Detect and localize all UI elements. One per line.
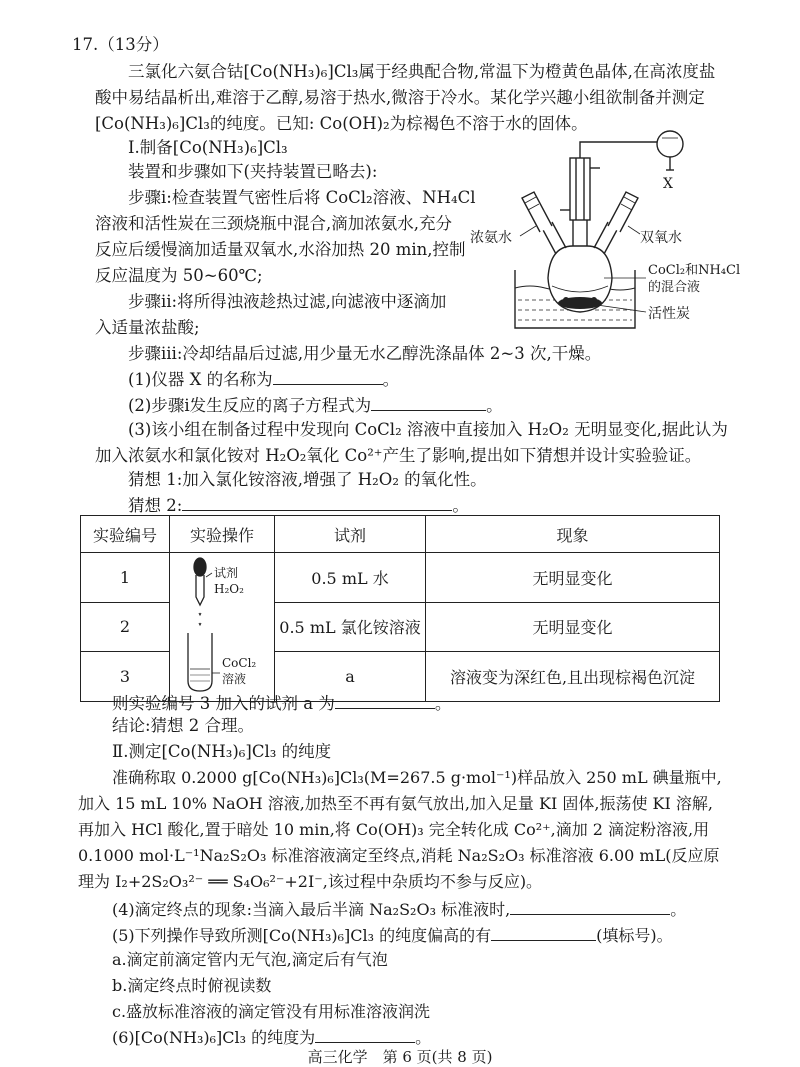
guess-2: 猜想 2: 。 (128, 492, 768, 518)
q1: (1)仪器 X 的名称为 。 (128, 366, 768, 392)
q2-text: (2)步骤ⅰ发生反应的离子方程式为 (128, 396, 372, 415)
q1-answer-blank[interactable] (273, 366, 383, 385)
step1-line-3: 反应后缓慢滴加适量双氧水,水浴加热 20 min,控制 (95, 240, 466, 259)
q4: (4)滴定终点的现象:当滴入最后半滴 Na₂S₂O₃ 标准液时, 。 (112, 896, 752, 922)
q5-answer-blank[interactable] (491, 922, 596, 941)
op-label-reagent: 试剂 (214, 566, 239, 580)
label-ammonia: 浓氨水 (470, 230, 512, 246)
label-x: X (663, 176, 673, 192)
intro-line-2: 酸中易结晶析出,难溶于乙醇,易溶于热水,微溶于冷水。某化学兴趣小组欲制备并测定 (95, 88, 705, 107)
q3a: 则实验编号 3 加入的试剂 a 为 。 (112, 690, 752, 716)
q6: (6)[Co(NH₃)₆]Cl₃ 的纯度为 。 (112, 1024, 752, 1050)
operation-diagram-cell (170, 553, 275, 702)
part2-line-2: 加入 15 mL 10% NaOH 溶液,加热至不再有氨气放出,加入足量 KI 固体,振荡使 KI 溶解, (78, 794, 713, 813)
label-peroxide: 双氧水 (640, 230, 682, 246)
table-row (81, 553, 720, 603)
question-header: 17.（13分） (72, 35, 169, 54)
row-id: 3 (81, 652, 170, 702)
header-operation: 实验操作 (170, 516, 275, 553)
conclusion: 结论:猜想 2 合理。 (112, 716, 255, 735)
steps-intro: 装置和步骤如下(夹持装置已略去): (128, 162, 378, 181)
part2-line-5: 理为 I₂+2S₂O₃²⁻ ══ S₄O₆²⁻+2I⁻,该过程中杂质均不参与反应)。 (78, 872, 543, 891)
step3: 步骤ⅲ:冷却结晶后过滤,用少量无水乙醇洗涤晶体 2~3 次,干燥。 (128, 344, 602, 363)
step2-line-2: 入适量浓盐酸; (95, 318, 200, 337)
row-id: 2 (81, 602, 170, 652)
option-a: a.滴定前滴定管内无气泡,滴定后有气泡 (112, 950, 388, 969)
intro-line-3: [Co(NH₃)₆]Cl₃的纯度。已知: Co(OH)₂为棕褐色不溶于水的固体。 (95, 114, 588, 133)
header-phenomenon: 现象 (426, 516, 720, 553)
q2-answer-blank[interactable] (371, 392, 486, 411)
row-reagent: a (275, 652, 426, 702)
option-c: c.盛放标准溶液的滴定管没有用标准溶液润洗 (112, 1002, 431, 1021)
label-mixture-1: CoCl₂和NH₄Cl (648, 263, 741, 278)
step1-line-2: 溶液和活性炭在三颈烧瓶中混合,滴加浓氨水,充分 (95, 214, 452, 233)
option-b: b.滴定终点时俯视读数 (112, 976, 272, 995)
step1-line-4: 反应温度为 50~60℃; (95, 266, 263, 285)
row-reagent: 0.5 mL 水 (275, 553, 426, 603)
dropper-testtube-diagram (170, 553, 274, 697)
row-id: 1 (81, 553, 170, 603)
q3a-answer-blank[interactable] (335, 690, 435, 709)
q3-line-1: (3)该小组在制备过程中发现向 CoCl₂ 溶液中直接加入 H₂O₂ 无明显变化,据此认为 (128, 420, 728, 439)
part2-line-4: 0.1000 mol·L⁻¹Na₂S₂O₃ 标准溶液滴定至终点,消耗 Na₂S₂O₃ 标准溶液 6.00 mL(反应原 (78, 846, 720, 865)
q1-text: (1)仪器 X 的名称为 (128, 370, 273, 389)
apparatus-diagram (470, 128, 770, 340)
part1-title: Ⅰ.制备[Co(NH₃)₆]Cl₃ (128, 138, 288, 157)
page-footer: 高三化学 第 6 页(共 8 页) (307, 1048, 493, 1066)
guess-1: 猜想 1:加入氯化铵溶液,增强了 H₂O₂ 的氧化性。 (128, 470, 487, 489)
header-reagent: 试剂 (275, 516, 426, 553)
intro-line-1: 三氯化六氨合钴[Co(NH₃)₆]Cl₃属于经典配合物,常温下为橙黄色晶体,在高浓度盐 (128, 62, 716, 81)
part2-line-1: 准确称取 0.2000 g[Co(NH₃)₆]Cl₃(M=267.5 g·mol⁻¹)样品放入 250 mL 碘量瓶中, (112, 768, 722, 787)
q3-line-2: 加入浓氨水和氯化铵对 H₂O₂氧化 Co²⁺产生了影响,提出如下猜想并设计实验验证。 (95, 446, 702, 465)
row-phenomenon: 无明显变化 (426, 602, 720, 652)
header-id: 实验编号 (81, 516, 170, 553)
part2-title: Ⅱ.测定[Co(NH₃)₆]Cl₃ 的纯度 (112, 742, 332, 761)
row-reagent: 0.5 mL 氯化铵溶液 (275, 602, 426, 652)
label-carbon: 活性炭 (648, 306, 690, 322)
experiment-table (80, 515, 720, 702)
op-label-cocl2: CoCl₂ (222, 656, 257, 670)
step2-line-1: 步骤ⅱ:将所得浊液趁热过滤,向滤液中逐滴加 (128, 292, 447, 311)
op-label-h2o2: H₂O₂ (214, 582, 244, 596)
row-phenomenon: 溶液变为深红色,且出现棕褐色沉淀 (426, 652, 720, 702)
q2: (2)步骤ⅰ发生反应的离子方程式为 。 (128, 392, 768, 418)
op-label-solution: 溶液 (222, 672, 247, 686)
guess2-answer-blank[interactable] (182, 492, 452, 511)
q6-answer-blank[interactable] (315, 1024, 415, 1043)
label-mixture-2: 的混合液 (648, 280, 701, 295)
row-phenomenon: 无明显变化 (426, 553, 720, 603)
q4-answer-blank[interactable] (510, 896, 670, 915)
q5: (5)下列操作导致所测[Co(NH₃)₆]Cl₃ 的纯度偏高的有 (填标号)。 (112, 922, 752, 948)
part2-line-3: 再加入 HCl 酸化,置于暗处 10 min,将 Co(OH)₃ 完全转化成 Co²⁺,滴加 2 滴淀粉溶液,用 (78, 820, 710, 839)
step1-line-1: 步骤ⅰ:检查装置气密性后将 CoCl₂溶液、NH₄Cl (128, 188, 476, 207)
